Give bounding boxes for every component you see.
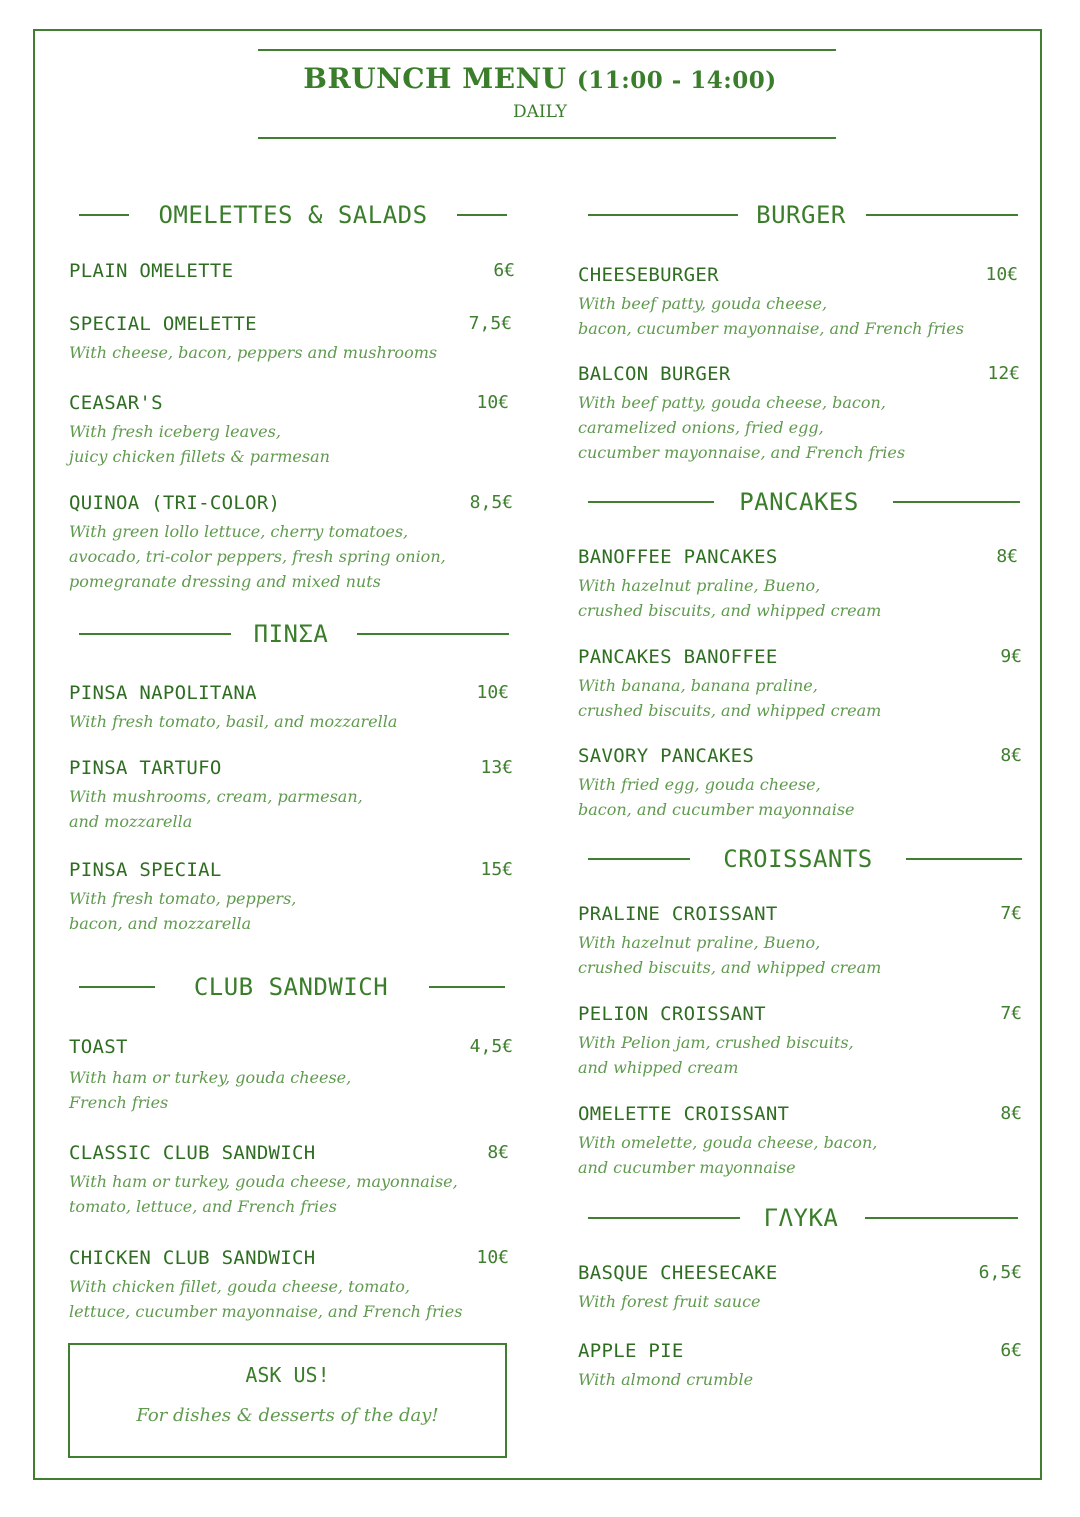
ask-us-text: For dishes & desserts of the day! (136, 1405, 439, 1426)
desc-line: With fresh tomato, basil, and mozzarella (69, 712, 398, 731)
item-description (578, 291, 964, 341)
desc-line: With hazelnut praline, Bueno, (578, 933, 821, 952)
item-price: 8,5€ (469, 492, 513, 513)
item-price: 10€ (476, 682, 509, 703)
item-price: 10€ (476, 1247, 509, 1268)
desc-line: With banana, banana praline, (578, 676, 818, 695)
item-description (578, 1030, 854, 1080)
item-price: 10€ (476, 392, 509, 413)
item-price: 8€ (1000, 745, 1022, 766)
header-bottom-rule (258, 137, 836, 139)
desc-line: With fresh tomato, peppers, (69, 889, 297, 908)
desc-line: and mozzarella (69, 812, 193, 831)
page-subtitle: DAILY (512, 102, 568, 122)
item-name: PINSA SPECIAL (69, 859, 222, 881)
item-description (578, 930, 881, 980)
section-rule-left (79, 986, 155, 988)
item-price: 13€ (480, 757, 513, 778)
item-price: 6,5€ (978, 1262, 1022, 1283)
desc-line: tomato, lettuce, and French fries (69, 1197, 337, 1216)
item-name: CHICKEN CLUB SANDWICH (69, 1247, 316, 1269)
item-name: CLASSIC CLUB SANDWICH (69, 1142, 316, 1164)
desc-line: With chicken fillet, gouda cheese, tomato, (69, 1277, 410, 1296)
desc-line: With omelette, gouda cheese, bacon, (578, 1133, 878, 1152)
item-price: 6€ (493, 260, 515, 281)
section-title-club: CLUB SANDWICH (193, 973, 389, 1001)
item-price: 4,5€ (469, 1036, 513, 1057)
desc-line: With forest fruit sauce (578, 1292, 761, 1311)
section-rule-right (906, 858, 1022, 860)
section-header-burger (588, 200, 1018, 230)
item-description (69, 886, 296, 936)
item-description (69, 340, 437, 365)
section-rule-right (457, 214, 507, 216)
desc-line: With almond crumble (578, 1370, 754, 1389)
item-name: PELION CROISSANT (578, 1003, 766, 1025)
item-description (578, 573, 881, 623)
item-name: PLAIN OMELETTE (69, 260, 234, 282)
desc-line: With mushrooms, cream, parmesan, (69, 787, 363, 806)
desc-line: bacon, and mozzarella (69, 914, 252, 933)
section-title-croissants: CROISSANTS (723, 845, 873, 873)
title-hours: (11:00 - 14:00) (576, 67, 777, 94)
desc-line: With hazelnut praline, Bueno, (578, 576, 821, 595)
item-name: APPLE PIE (578, 1340, 684, 1362)
section-rule-left (588, 858, 690, 860)
desc-line: French fries (69, 1093, 169, 1112)
item-description (69, 1169, 458, 1219)
desc-line: bacon, cucumber mayonnaise, and French fries (578, 319, 964, 338)
desc-line: crushed biscuits, and whipped cream (578, 701, 882, 720)
desc-line: With Pelion jam, crushed biscuits, (578, 1033, 854, 1052)
section-rule-left (588, 214, 738, 216)
desc-line: avocado, tri-color peppers, fresh spring onion, (69, 547, 446, 566)
section-rule-right (429, 986, 505, 988)
item-price: 7,5€ (468, 313, 512, 334)
desc-line: With beef patty, gouda cheese, bacon, (578, 393, 886, 412)
item-name: CHEESEBURGER (578, 264, 719, 286)
section-rule-left (588, 501, 714, 503)
desc-line: With ham or turkey, gouda cheese, (69, 1068, 352, 1087)
section-header-omelettes (79, 200, 507, 230)
item-price: 10€ (985, 264, 1018, 285)
item-description (578, 1130, 877, 1180)
item-price: 9€ (1000, 646, 1022, 667)
item-name: OMELETTE CROISSANT (578, 1103, 790, 1125)
item-description (578, 1367, 753, 1392)
section-rule-left (79, 214, 129, 216)
ask-us-title: ASK US! (245, 1363, 330, 1387)
item-name: PRALINE CROISSANT (578, 903, 778, 925)
item-description (69, 519, 446, 594)
section-rule-right (893, 501, 1020, 503)
desc-line: caramelized onions, fried egg, (578, 418, 824, 437)
section-header-pancakes (588, 487, 1020, 517)
desc-line: and whipped cream (578, 1058, 739, 1077)
item-name: BALCON BURGER (578, 363, 731, 385)
item-description (69, 709, 397, 734)
section-rule-right (357, 633, 509, 635)
item-description (69, 1065, 351, 1115)
section-title-glyka: ΓΛΥΚΑ (763, 1204, 839, 1232)
item-name: SPECIAL OMELETTE (69, 313, 257, 335)
item-price: 7€ (1000, 1003, 1022, 1024)
item-price: 8€ (996, 546, 1018, 567)
item-name: PINSA NAPOLITANA (69, 682, 257, 704)
desc-line: crushed biscuits, and whipped cream (578, 958, 882, 977)
title-text: BRUNCH MENU (303, 62, 567, 95)
section-header-club (79, 972, 505, 1002)
section-title-pinsa: ΠΙΝΣΑ (253, 620, 329, 648)
desc-line: With fried egg, gouda cheese, (578, 775, 821, 794)
page-title (0, 62, 1080, 95)
desc-line: crushed biscuits, and whipped cream (578, 601, 882, 620)
section-rule-right (866, 214, 1018, 216)
ask-us-box (68, 1343, 507, 1458)
item-name: BASQUE CHEESECAKE (578, 1262, 778, 1284)
section-header-pinsa (79, 619, 509, 649)
desc-line: With cheese, bacon, peppers and mushrooms (69, 343, 438, 362)
desc-line: pomegranate dressing and mixed nuts (69, 572, 381, 591)
item-name: PANCAKES BANOFFEE (578, 646, 778, 668)
desc-line: and cucumber mayonnaise (578, 1158, 796, 1177)
item-price: 12€ (987, 363, 1020, 384)
desc-line: juicy chicken fillets & parmesan (69, 447, 330, 466)
item-name: BANOFFEE PANCAKES (578, 546, 778, 568)
item-description (578, 673, 881, 723)
item-description (578, 772, 855, 822)
item-description (69, 784, 363, 834)
item-price: 6€ (1000, 1340, 1022, 1361)
desc-line: bacon, and cucumber mayonnaise (578, 800, 855, 819)
section-title-burger: BURGER (756, 201, 846, 229)
item-name: SAVORY PANCAKES (578, 745, 755, 767)
desc-line: cucumber mayonnaise, and French fries (578, 443, 906, 462)
section-rule-left (588, 1217, 740, 1219)
desc-line: With green lollo lettuce, cherry tomatoes, (69, 522, 409, 541)
item-name: PINSA TARTUFO (69, 757, 222, 779)
item-description (578, 1289, 761, 1314)
desc-line: With ham or turkey, gouda cheese, mayonnaise, (69, 1172, 458, 1191)
desc-line: With beef patty, gouda cheese, (578, 294, 828, 313)
item-price: 8€ (487, 1142, 509, 1163)
section-rule-left (79, 633, 231, 635)
section-rule-right (865, 1217, 1018, 1219)
section-title-omelettes: OMELETTES & SALADS (158, 201, 428, 229)
desc-line: With fresh iceberg leaves, (69, 422, 281, 441)
item-description (69, 1274, 462, 1324)
item-description (578, 390, 905, 465)
item-name: TOAST (69, 1036, 128, 1058)
section-title-pancakes: PANCAKES (739, 488, 859, 516)
section-header-glyka (588, 1203, 1018, 1233)
section-header-croissants (588, 844, 1022, 874)
item-name: CEASAR'S (69, 392, 163, 414)
item-price: 15€ (480, 859, 513, 880)
header-top-rule (258, 49, 836, 51)
item-description (69, 419, 330, 469)
desc-line: lettuce, cucumber mayonnaise, and French fries (69, 1302, 463, 1321)
item-price: 8€ (1000, 1103, 1022, 1124)
item-price: 7€ (1000, 903, 1022, 924)
item-name: QUINOA (TRI-COLOR) (69, 492, 281, 514)
